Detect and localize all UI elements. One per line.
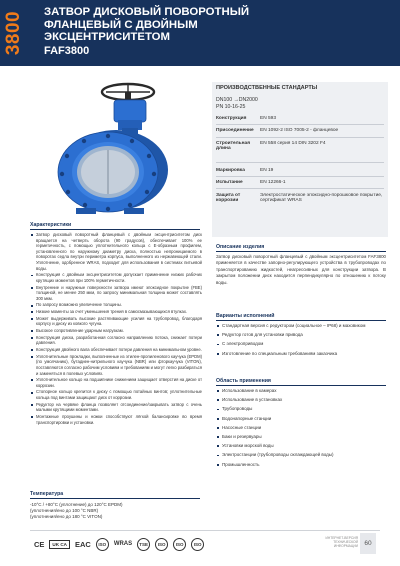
divider [216, 176, 384, 177]
description-text: Затвор дисковый поворотный фланцевый с двойным эксцентриситетом FAF3800 применяется в качестве запорно-регулирующего устройства в трубопроводах по транспортированию жидкостей, неагрессивных для конструкции затвора. В закрытом положении диск находится перпендикулярно по отношению к потоку воды. [216, 254, 386, 285]
spec-label: Строительная длина [216, 141, 250, 151]
eac-mark-icon: EAC [74, 539, 91, 549]
list-item: Баки и резервуары [216, 434, 386, 440]
list-item: Уплотнительное кольцо на подшипнике снижением защищает отверстия на диске от коррозии. [30, 377, 202, 388]
spec-value: EN 19 [260, 168, 274, 173]
iso-cert-icon: ISO [173, 538, 186, 551]
spec-row [216, 180, 384, 185]
section-rule [30, 498, 200, 499]
list-item: Использование в камерах [216, 388, 386, 394]
list-item: Электростанции (трубопроводы охлаждающей воды) [216, 452, 386, 458]
page-title: ЗАТВОР ДИСКОВЫЙ ПОВОРОТНЫЙ ФЛАНЦЕВЫЙ С ДВОЙНЫМ ЭКСЦЕНТРИСИТЕТОМ [44, 6, 250, 44]
list-item: Стопорное кольцо крепится к диску с помощью потайных винтов; уплотнительные кольца под винтами защищают диск от коррозии. [30, 389, 202, 400]
divider [216, 124, 384, 125]
model-code: FAF3800 [44, 45, 90, 57]
list-item: По запросу возможно увеличение толщины. [30, 302, 202, 308]
list-item: Высокое сопротивление ударным нагрузкам. [30, 328, 202, 334]
divider [216, 162, 384, 163]
list-item: Может выдерживать высокие растягивающие усилия на трубопровод, благодаря корпусу и диску из ковкого чугуна. [30, 316, 202, 327]
page-header [0, 0, 400, 66]
spec-label: Маркировка [216, 168, 245, 173]
list-item: Монтажные проушины и ножки способствуют лёгкой балансировке во время транспортировки и установки. [30, 414, 202, 425]
list-item: Установки морской воды [216, 443, 386, 449]
footer-note: ИНТЕРНЕТ-ВЕРСИЯ ТЕХНИЧЕСКОЙ ИНФОРМАЦИИ [325, 536, 358, 549]
variants-list [216, 323, 386, 360]
divider [216, 137, 384, 138]
temperature-line: -10°С / +80°С (уплотнение) до 120°С EPDM) [30, 502, 123, 507]
pn-range: PN 10-16-25 [216, 104, 246, 110]
ce-mark-icon: CE [34, 539, 45, 549]
section-rule [216, 385, 386, 386]
list-item: Уплотнительные прокладки, выполненные из этилен-пропиленового каучука (EPDM) (по умолчанию), бутадиен-нитрильного каучука (NBR) или фторкаучука (VITON), поставляются согласно рабочим условиям и требованиям и могут легко разбираться и заменяться в полевых условиях. [30, 354, 202, 376]
iso-cert-icon: ISO [155, 538, 168, 551]
list-item: Внутренние и наружные поверхности затвора имеют эпоксидное покрытие (FBE) толщиной, не менее 250 мкм, по запросу минимальная толщина может составлять 300 мкм. [30, 285, 202, 302]
spec-value: EN 558 серия 14 DIN 3202 F4 [260, 141, 326, 146]
divider [216, 188, 384, 189]
iso-cert-icon: ISO [96, 538, 109, 551]
list-item: Редуктор готов для установки привода [216, 332, 386, 338]
list-item: Изготовление по специальным требованиям заказчика [216, 351, 386, 357]
spec-row [216, 168, 384, 173]
valve-illustration [20, 70, 200, 216]
temperature-title: Температура [30, 491, 64, 497]
iso-cert-icon: ISO [191, 538, 204, 551]
list-item: Конструкция двойного вала обеспечивает потери давления на минимальном уровне. [30, 347, 202, 353]
section-rule [216, 251, 386, 252]
page-number: 60 [360, 533, 376, 554]
description-title: Описание изделия [216, 244, 265, 250]
list-item: Стандартная версия с редуктором (социальное – IP68) и маховиком [216, 323, 386, 329]
spec-label: Конструкция [216, 116, 247, 121]
wras-logo-icon: WRAS [113, 541, 133, 547]
spec-value: EN 12266-1 [260, 180, 286, 185]
ukca-mark-icon: UK CA [49, 540, 70, 549]
list-item: Водонапорные станции [216, 416, 386, 422]
spec-value: Электростатическое эпоксидно-порошковое покрытие, сертификат WRAS [260, 193, 383, 203]
list-item: С электроприводом [216, 341, 386, 347]
spec-label: Защита от коррозии [216, 193, 241, 203]
spec-row [216, 128, 384, 133]
list-item: Редуктор на червяке фланца позволяет отсоединение/закрывать затвор с очень малыми крутящими моментами. [30, 402, 202, 413]
side-code: 3800 [3, 10, 24, 56]
certification-logos [34, 536, 204, 552]
spec-label: Испытание [216, 180, 243, 185]
spec-label: Присоединение [216, 128, 254, 133]
temperature-line: (уплотнения/ено до 100 °С NBR) [30, 508, 99, 514]
tse-cert-icon: TSE [137, 538, 150, 551]
variants-title: Варианты исполнений [216, 313, 275, 319]
application-title: Область применения [216, 378, 271, 384]
spec-row [216, 141, 384, 151]
spec-row [216, 116, 384, 121]
spec-value: EN 593 [260, 116, 276, 121]
spec-row [216, 193, 384, 203]
standards-title: ПРОИЗВОДСТВЕННЫЕ СТАНДАРТЫ [216, 85, 318, 91]
spec-value: EN 1092-2 ISO 7005-2 - фланцевое [260, 128, 339, 133]
temperature-line: (уплотнения/ено до 180 °С VITON) [30, 514, 103, 520]
list-item: Затвор дисковый поворотный фланцевый с двойным эксцентриситетом диск вращается на четверть оборота (90 градусов), обеспечивает 100% ее герметичность, с помощью уплотнительного кольца с Е-образным профилем, установленного по наружному диаметру диска, полностью непроницаемого в поворотах седла внутри периметра корпуса, выполненного из нержавеющей стали. Уплотнение, одобренное WRAS, подходит для использования в системах питьевой воды. [30, 232, 202, 271]
list-item: Насосные станции [216, 425, 386, 431]
footer-rule [30, 530, 380, 531]
list-item: Трубопроводы [216, 406, 386, 412]
list-item: Низкие моменты за счет уменьшения трения в самосмазывающихся втулках. [30, 309, 202, 315]
section-rule [30, 229, 200, 230]
temperature-block [30, 502, 200, 521]
dn-range: DN100 →DN2000 [216, 97, 258, 103]
list-item: Использование в установках [216, 397, 386, 403]
list-item: Конструкция диска, разработанная согласно направлению потока, снижает потери давления. [30, 335, 202, 346]
list-item: Промышленность [216, 462, 386, 468]
characteristics-list [30, 232, 202, 426]
section-rule [216, 320, 386, 321]
application-list [216, 388, 386, 471]
list-item: Конструкция с двойным эксцентриситетом допускает применение низких рабочих крутящих моментов при 100% герметичности. [30, 272, 202, 283]
characteristics-title: Характеристики [30, 222, 72, 228]
